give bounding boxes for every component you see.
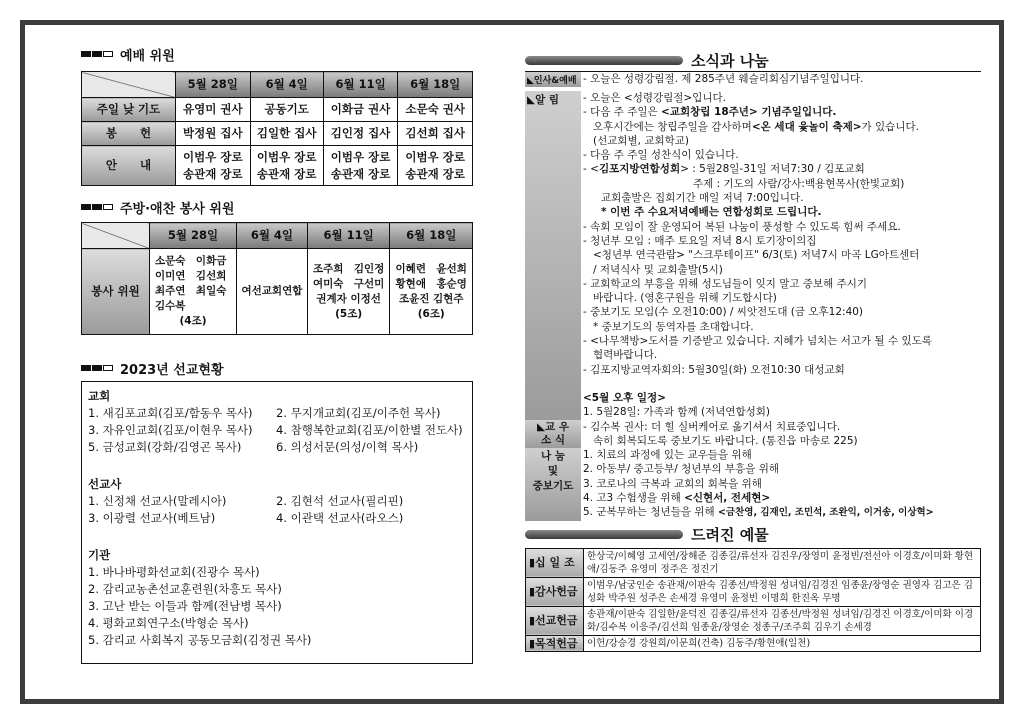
table-row bbox=[526, 577, 981, 606]
list-item: 1. 새김포교회(김포/함동우 목사) 2. 무지개교회(김포/이주헌 목사) bbox=[88, 406, 441, 420]
team-number: (4조) bbox=[179, 315, 207, 327]
table-cell: 소문숙 권사 bbox=[398, 98, 473, 122]
group-heading: 교회 bbox=[88, 389, 111, 403]
offering-label: ▮십 일 조 bbox=[526, 548, 584, 577]
list-item: 3. 자유인교회(김포/이현우 목사) 4. 참행복한교회(김포/이한별 전도사) bbox=[88, 423, 463, 437]
team-names: 조주희 김인정 여미숙 구선미 권계자 이정선 bbox=[312, 262, 385, 305]
table-row bbox=[526, 606, 981, 635]
right-column bbox=[525, 37, 981, 652]
offering-names: 송관재/이판숙 김일한/윤덕진 김종길/류선자 김종선/박정원 성녀임/김경진 이경호/이미화 이경화/김수복 이응주/김선희 임종윤/장영순 정종구/조주희 김우기 손세경 bbox=[584, 606, 981, 635]
list-item: 3. 고난 받는 이들과 함께(전남병 목사) bbox=[88, 599, 282, 613]
date-header: 6월 4일 bbox=[250, 72, 323, 98]
table-cell: 이범우 장로 송관재 장로 bbox=[176, 146, 251, 186]
mission-section-title bbox=[81, 357, 473, 379]
news-label: ◣알 림 bbox=[525, 91, 581, 420]
table-cell bbox=[150, 249, 237, 335]
date-header: 5월 28일 bbox=[150, 223, 237, 249]
offering-label: ▮선교헌금 bbox=[526, 606, 584, 635]
list-item: 1. 신정채 선교사(말레시아) 2. 김현석 선교사(필리핀) bbox=[88, 494, 404, 508]
date-header: 6월 18일 bbox=[398, 72, 473, 98]
news-prayer-body: 1. 치료의 과정에 있는 교우들을 위해 2. 아동부/ 중고등부/ 청년부의 부흥을 위해 3. 코로나의 극복과 교회의 회복을 위해 4. 고3 수험생을 위해 <신현서, 전세현> 5. 군복무하는 청년들을 위해 <금찬영, 김재인, 조민석, 조완익, 이거송, 이상혁> bbox=[583, 449, 934, 519]
table-cell: 박정원 집사 bbox=[176, 122, 251, 146]
news-row-notice bbox=[525, 91, 981, 420]
left-column bbox=[81, 37, 473, 664]
row-label: 봉 헌 bbox=[82, 122, 176, 146]
table-cell: 이범우 장로 송관재 장로 bbox=[398, 146, 473, 186]
table-cell: 이화금 권사 bbox=[323, 98, 398, 122]
list-item: 2. 감리교농촌선교훈련원(차흥도 목사) bbox=[88, 582, 282, 596]
team-number: (6조) bbox=[417, 307, 445, 320]
mission-box bbox=[81, 381, 473, 664]
news-block bbox=[525, 71, 981, 521]
table-cell: 김인정 집사 bbox=[323, 122, 398, 146]
table-cell bbox=[307, 249, 390, 335]
list-item: 1. 바나바평화선교회(진광수 목사) bbox=[88, 565, 260, 579]
table-cell bbox=[390, 249, 473, 335]
worship-table bbox=[81, 71, 473, 186]
title-bullet-icon bbox=[81, 361, 114, 376]
header-bar-decoration bbox=[525, 530, 683, 539]
worship-section-title bbox=[81, 43, 473, 65]
offering-names: 이범우/남궁인순 송관재/이판숙 김종선/박정원 성녀임/김경진 임종윤/장영순 권영자 김고은 김성화 박주원 성주은 손세경 유영미 윤정빈 이명희 한진옥 무명 bbox=[584, 577, 981, 606]
list-item: 4. 평화교회연구소(박형순 목사) bbox=[88, 616, 249, 630]
news-row-member bbox=[525, 420, 981, 449]
row-label: 안 내 bbox=[82, 146, 176, 186]
offering-label: ▮목적헌금 bbox=[526, 635, 584, 651]
date-header: 5월 28일 bbox=[176, 72, 251, 98]
team-number: (5조) bbox=[335, 307, 363, 320]
offerings-table bbox=[525, 548, 981, 652]
offering-names: 한상국/이혜영 고세연/장해준 김종길/류선자 김진우/장영미 윤정빈/전선아 이경호/이미화 황현애/김동주 유영미 정주은 정진기 bbox=[584, 548, 981, 577]
news-member-body: - 김수복 권사: 더 힐 실버케어로 옮기셔서 치료중입니다. 속히 회복되도록 중보기도 바랍니다. (통진읍 마송로 225) bbox=[583, 420, 858, 447]
table-row bbox=[526, 635, 981, 651]
kitchen-title-text: 주방·애찬 봉사 위원 bbox=[120, 201, 235, 217]
row-label: 주일 낮 기도 bbox=[82, 98, 176, 122]
list-item: 3. 이광렬 선교사(베트남) 4. 이관택 선교사(라오스) bbox=[88, 511, 404, 525]
date-header: 6월 4일 bbox=[236, 223, 307, 249]
news-row-greet bbox=[525, 72, 981, 87]
offerings-header bbox=[525, 524, 981, 546]
table-cell: 김일한 집사 bbox=[250, 122, 323, 146]
table-cell: 김선희 집사 bbox=[398, 122, 473, 146]
news-label: ◣인사&예배 bbox=[525, 72, 581, 87]
date-header: 6월 11일 bbox=[307, 223, 390, 249]
offering-label: ▮감사헌금 bbox=[526, 577, 584, 606]
row-label: 봉사 위원 bbox=[82, 249, 150, 335]
kitchen-table bbox=[81, 222, 473, 335]
table-cell: 공동기도 bbox=[250, 98, 323, 122]
offerings-title: 드려진 예물 bbox=[691, 526, 769, 545]
news-title: 소식과 나눔 bbox=[691, 51, 769, 70]
news-header bbox=[525, 49, 981, 71]
table-corner bbox=[82, 72, 176, 98]
news-row-prayer bbox=[525, 448, 981, 520]
offering-names: 이헌/강승경 강원희/이문희(건축) 김동주/황현애(일천) bbox=[584, 635, 981, 651]
header-bar-decoration bbox=[525, 56, 683, 65]
group-heading: 선교사 bbox=[88, 477, 122, 491]
group-heading: 기관 bbox=[88, 548, 111, 562]
title-bullet-icon bbox=[81, 47, 114, 62]
table-cell: 이범우 장로 송관재 장로 bbox=[323, 146, 398, 186]
table-corner bbox=[82, 223, 150, 249]
table-row bbox=[526, 548, 981, 577]
team-names: 이혜련 윤선희 황현애 홍순영 조윤진 김현주 bbox=[395, 262, 467, 305]
news-text: - 오늘은 성령강림절. 제 285주년 웨슬리회심기념주일입니다. bbox=[583, 73, 864, 85]
team-names: 여선교회연합 bbox=[241, 285, 303, 297]
worship-title-text: 예배 위원 bbox=[120, 48, 175, 64]
bulletin-page bbox=[20, 20, 1004, 704]
title-bullet-icon bbox=[81, 200, 114, 215]
news-notice-body: - 오늘은 <성령강림절>입니다. - 다음 주 주일은 <교회창립 18주년> 기념주일입니다. 오후시간에는 창립주일을 감사하며<온 세대 윷놀이 축제>가 있습니다. (선교회별, 교회학교) - 다음 주 주일 성찬식이 있습니다. - <김포지방연합성회> : 5월28일-31일 저녁7:30 / 김포교회 주제 : 기도의 사람/강사:백용현목사(한빛교회) 교회출발은 집회기간 매일 저녁 7:00입니다. * 이번 주 수요저녁예배는 연합성회로 드립니다. - 속회 모임이 잘 운영되어 복된 나눔이 풍성할 수 있도록 힘써 주세요. - 청년부 모임 : 매주 토요일 저녁 8시 토기장이의집 <청년부 연극관람> "스크루테이프" 6/3(토) 저녁7시 마곡 LG아트센터 / 저녁식사 및 교회출발(5시) - 교회학교의 부흥을 위해 성도님들이 잊지 말고 중보해 주시기 바랍니다. (영혼구원을 위해 기도합시다) - 중보기도 모임(수 오전10:00) / 씨앗전도대 (금 오후12:40) * 중보기도의 동역자를 초대합니다. - <나무책방>도서를 기증받고 있습니다. 지혜가 넘치는 서고가 될 수 있도록 협력바랍니다. - 김포지방교역자회의: 5월30일(화) 오전10:30 대성교회 <5월 오후 일정> 1. 5월28일: 가족과 함께 (저녁연합성회) bbox=[583, 92, 932, 419]
mission-title-text: 2023년 선교현황 bbox=[120, 362, 224, 378]
date-header: 6월 11일 bbox=[323, 72, 398, 98]
news-label: ◣교 우 소 식 bbox=[525, 420, 581, 449]
table-cell bbox=[236, 249, 307, 335]
kitchen-section-title bbox=[81, 196, 473, 218]
list-item: 5. 감리교 사회복지 공동모금회(김정권 목사) bbox=[88, 633, 312, 647]
team-names: 소문숙 이화금 이미연 김선희 최주연 최일숙 김수복 bbox=[155, 255, 227, 312]
date-header: 6월 18일 bbox=[390, 223, 473, 249]
table-cell: 유영미 권사 bbox=[176, 98, 251, 122]
news-label: 나 눔 및 중보기도 bbox=[525, 448, 581, 520]
list-item: 5. 금성교회(강화/김영곤 목사) 6. 의성서문(의성/이혁 목사) bbox=[88, 440, 419, 454]
table-cell: 이범우 장로 송관재 장로 bbox=[250, 146, 323, 186]
